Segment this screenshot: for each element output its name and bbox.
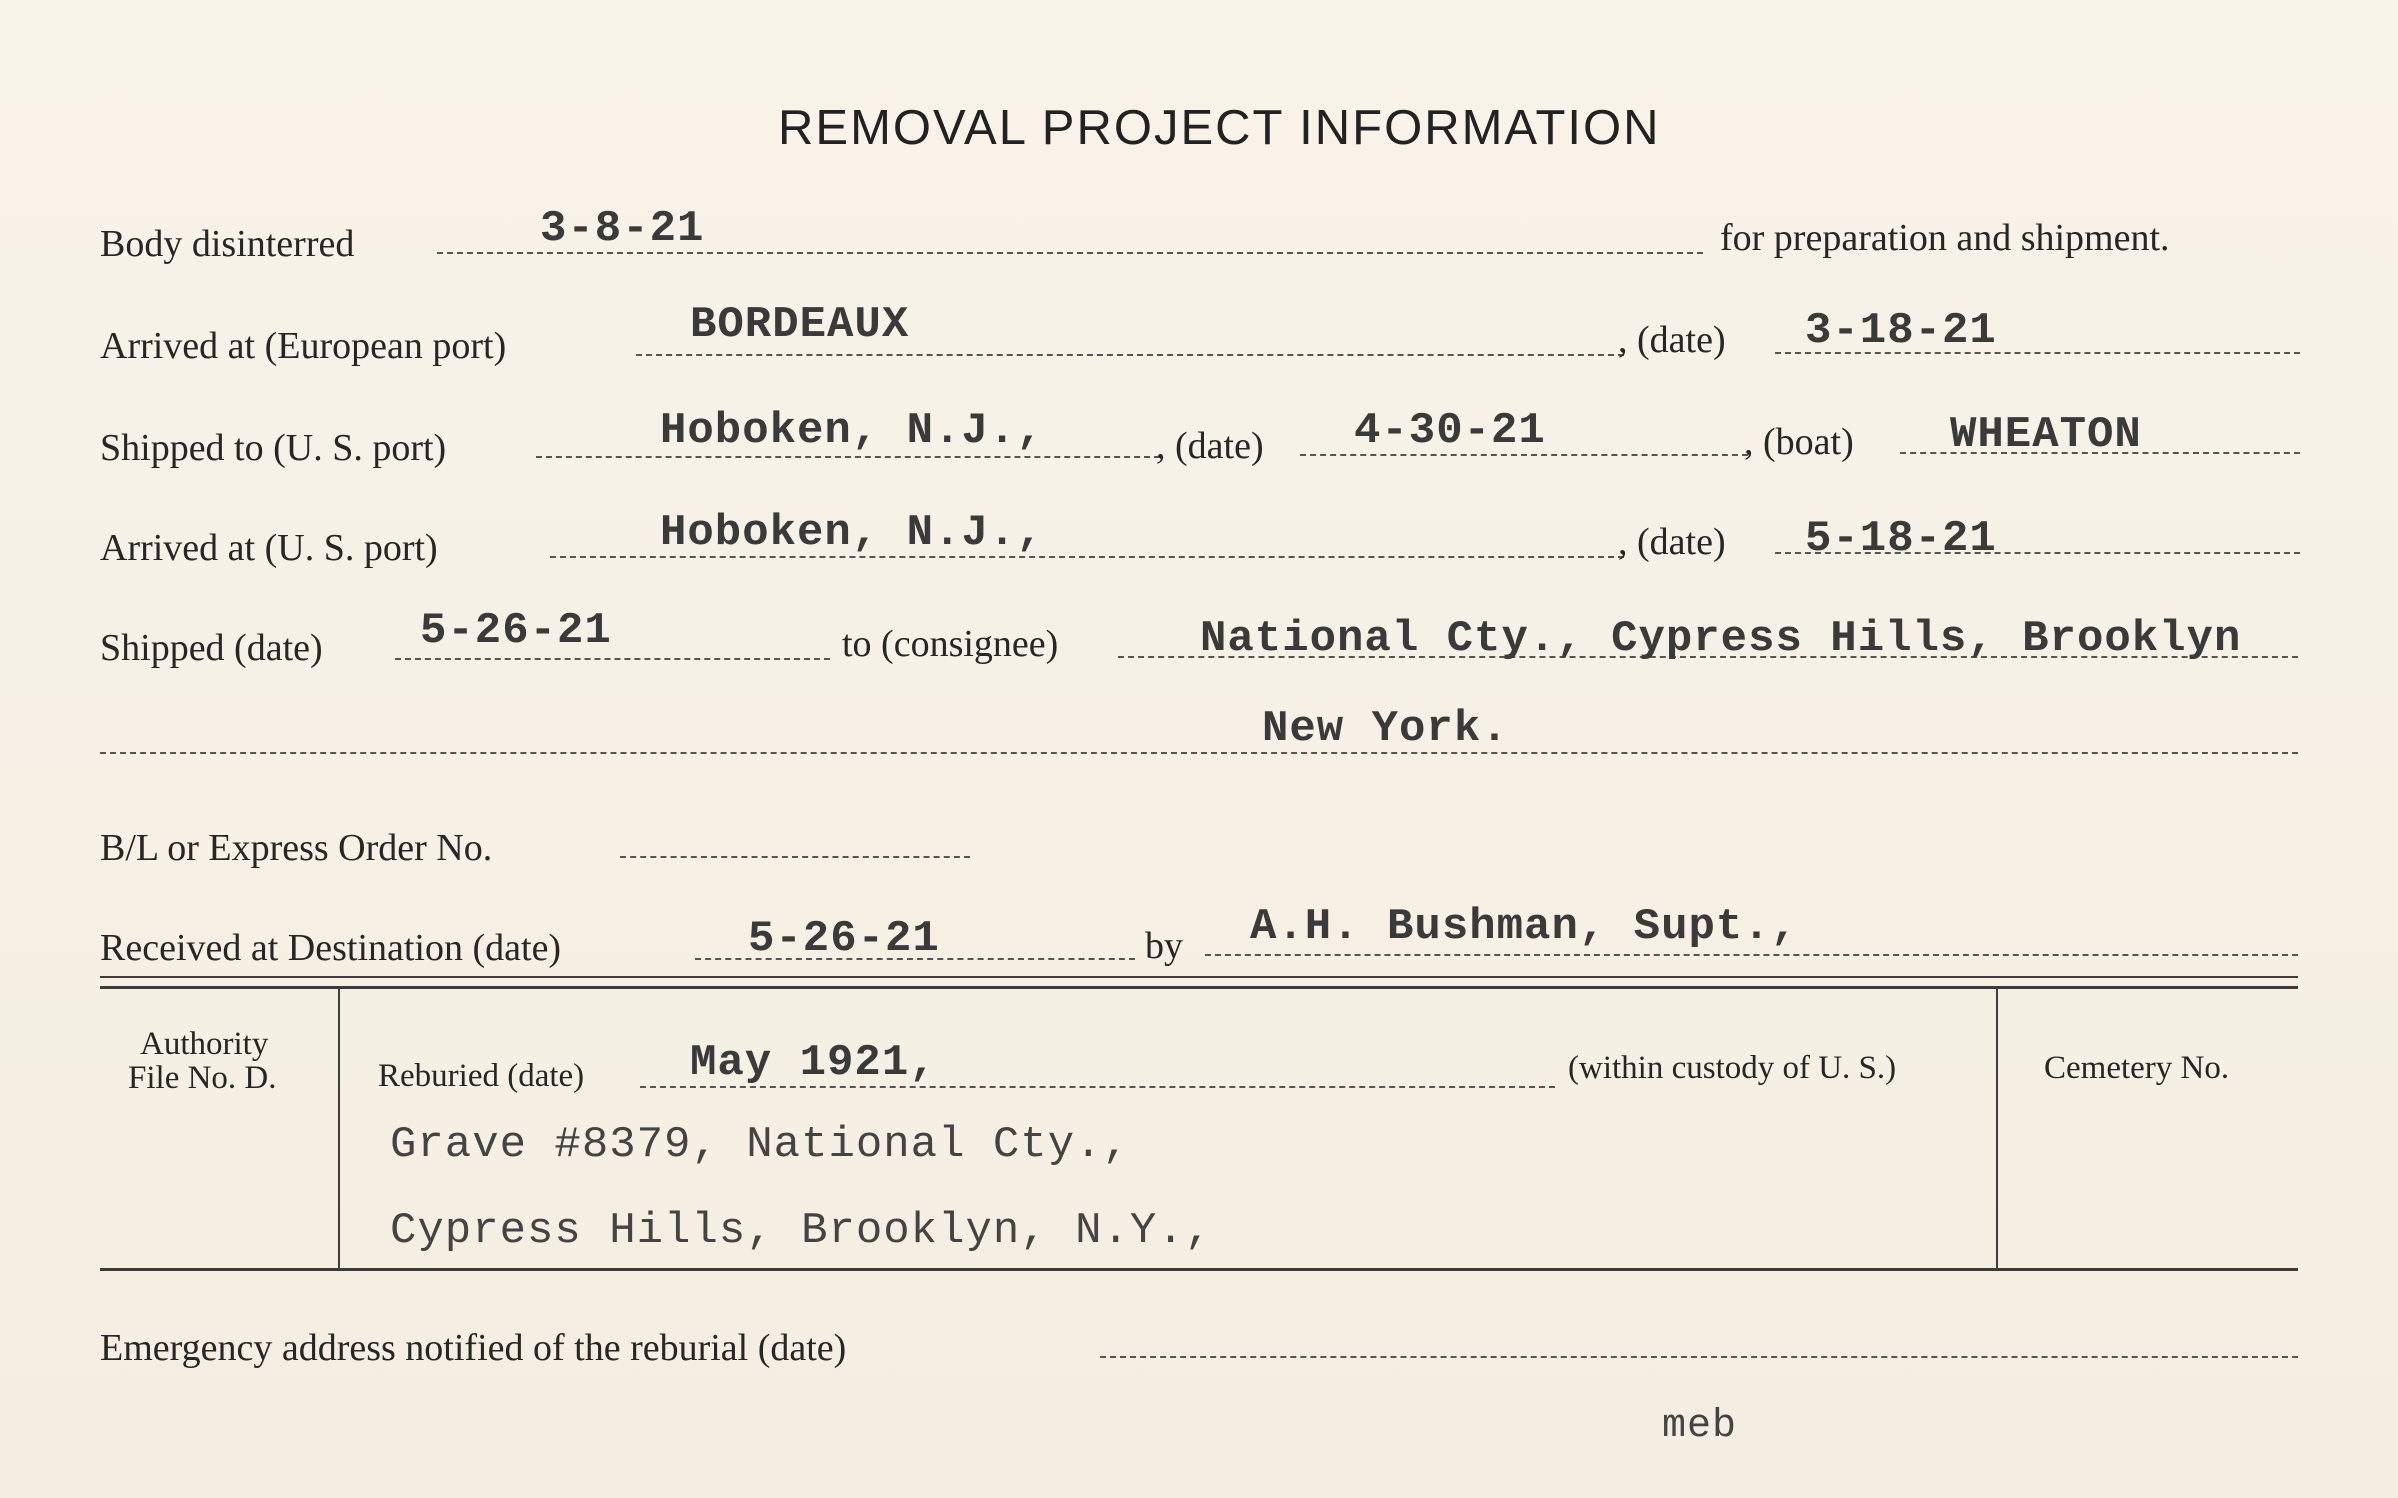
- european-port-value: BORDEAUX: [690, 300, 910, 350]
- consignee-line2-rule: [100, 752, 2298, 754]
- shipped-us-boat-label: , (boat): [1744, 421, 1854, 463]
- consignee-line1: National Cty., Cypress Hills, Brooklyn: [1200, 614, 2242, 664]
- box-divider-right: [1996, 988, 1998, 1270]
- arrived-us-date-label: , (date): [1618, 521, 1726, 563]
- reburied-label: Reburied (date): [378, 1058, 585, 1094]
- shipped-us-label: Shipped to (U. S. port): [100, 427, 447, 469]
- card-title: REMOVAL PROJECT INFORMATION: [778, 101, 1661, 155]
- emergency-line: [1100, 1356, 2298, 1358]
- shipped-us-date: 4-30-21: [1354, 406, 1546, 456]
- european-port-line: [636, 354, 1624, 356]
- reburied-custody: (within custody of U. S.): [1568, 1050, 1897, 1086]
- shipped-us-value: Hoboken, N.J.,: [660, 406, 1044, 456]
- shipped-date-line: [395, 658, 830, 660]
- received-label: Received at Destination (date): [100, 927, 562, 969]
- arrived-us-value: Hoboken, N.J.,: [660, 508, 1044, 558]
- consignee-label: to (consignee): [842, 623, 1059, 665]
- shipped-us-date-label: , (date): [1156, 425, 1264, 467]
- box-bottom-rule: [100, 1268, 2298, 1271]
- arrived-us-date: 5-18-21: [1805, 514, 1997, 564]
- reburied-date: May 1921,: [690, 1038, 937, 1088]
- received-by: A.H. Bushman, Supt.,: [1250, 902, 1799, 952]
- emergency-label: Emergency address notified of the reburial (date): [100, 1327, 847, 1369]
- disinterred-value: 3-8-21: [540, 204, 705, 254]
- authority-line2: File No. D.: [128, 1060, 277, 1096]
- shipped-us-boat: WHEATON: [1950, 410, 2142, 460]
- european-port-date: 3-18-21: [1805, 306, 1997, 356]
- european-port-date-label: , (date): [1618, 319, 1726, 361]
- authority-line1: Authority: [140, 1026, 269, 1062]
- box-top-rule-2: [100, 986, 2298, 989]
- european-port-label: Arrived at (European port): [100, 325, 507, 367]
- box-top-rule-1: [100, 976, 2298, 978]
- bl-label: B/L or Express Order No.: [100, 827, 493, 869]
- clerk-initials: meb: [1662, 1404, 1738, 1449]
- received-date: 5-26-21: [748, 914, 940, 964]
- arrived-us-label: Arrived at (U. S. port): [100, 527, 438, 569]
- shipped-label: Shipped (date): [100, 627, 323, 669]
- box-divider-left: [338, 988, 340, 1270]
- cemetery-label: Cemetery No.: [2044, 1050, 2230, 1086]
- received-by-line: [1205, 954, 2298, 956]
- reburied-grave-line2: Cypress Hills, Brooklyn, N.Y.,: [390, 1206, 1213, 1256]
- disinterred-label: Body disinterred: [100, 223, 355, 265]
- received-by-label: by: [1145, 925, 1183, 967]
- bl-line: [620, 856, 970, 858]
- consignee-line2: New York.: [1262, 704, 1509, 754]
- shipped-date: 5-26-21: [420, 606, 612, 656]
- reburied-grave-line1: Grave #8379, National Cty.,: [390, 1120, 1130, 1170]
- shipped-us-line: [536, 456, 1160, 458]
- disinterred-suffix: for preparation and shipment.: [1720, 217, 2170, 259]
